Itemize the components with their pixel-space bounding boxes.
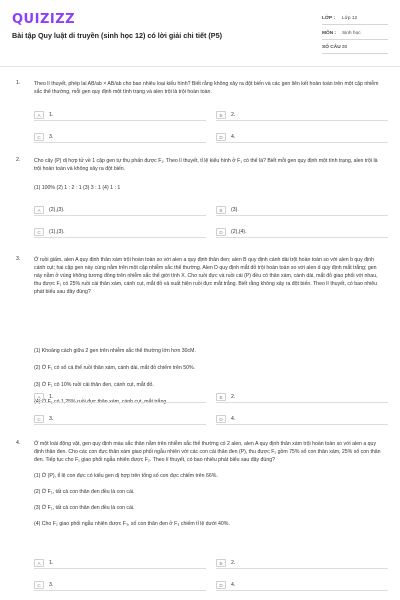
statement: (4) Cho F₂ giao phối ngẫu nhiên được F₃, số con thân đen ở F₃ chiếm tỉ lệ dưới 40%. <box>34 521 230 527</box>
question-number: 1. <box>16 80 21 86</box>
question-number: 4. <box>16 440 21 446</box>
option-key: D <box>216 415 226 423</box>
statement: (1) Khoảng cách giữa 2 gen trên nhiễm sắc thể thường lớn hơn 30cM. <box>34 348 196 354</box>
option-key: A <box>34 206 44 214</box>
question-text: Theo lí thuyết, phép lai AB/ab × AB/ab cho bao nhiêu loại kiểu hình? Biết rằng không xảy ra đột biến và các gen liên kết hoàn toàn trên một cặp nhiễm sắc thể thường, mỗi gen quy định một tính trạng và alen trội là trội hoàn toàn. <box>34 81 379 95</box>
option-key: D <box>216 581 226 589</box>
option-key: C <box>34 133 44 141</box>
option-d[interactable] <box>216 227 388 238</box>
statement: (1) Ở (P), tỉ lệ con đực có kiểu gen dị hợp trên tổng số con đực chiếm trên 66%. <box>34 473 218 479</box>
option-text: (1),(3). <box>49 229 65 235</box>
option-text: (2),(4). <box>231 229 247 235</box>
subject-divider <box>322 39 388 40</box>
option-key: B <box>216 393 226 401</box>
option-key: C <box>34 228 44 236</box>
question-text: Ở một loài động vật, gen quy định màu sắc thân nằm trên nhiễm sắc thể thường có 2 alen, alen A quy định thân xám trội hoàn toàn so với alen a quy định thân đen. Cho các con đực thân xám giao phối ngẫu nhiên với các con cái thân đen (P), thu được F₁ gồm 75% số con thân xám, 25% số con thân đen. Tiếp tục cho F₁ giao phối ngẫu nhiên được F₂. Theo lí thuyết, có bao nhiêu phát biểu sau đây đúng? <box>34 441 381 463</box>
document-title: Bài tập Quy luật di truyền (sinh học 12) có lời giải chi tiết (P5) <box>12 31 222 40</box>
option-text: 2. <box>231 560 236 566</box>
grade-label: LỚP : <box>322 16 336 21</box>
option-key: B <box>216 111 226 119</box>
option-key: A <box>34 111 44 119</box>
option-a[interactable] <box>34 392 206 403</box>
statement: (2) Ở F₁, tất cả con thân đen đều là con cái. <box>34 489 135 495</box>
option-b[interactable] <box>216 110 388 121</box>
option-a[interactable] <box>34 205 206 216</box>
option-text: (2),(3). <box>49 207 65 213</box>
option-text: 2. <box>231 394 236 400</box>
statement: (1) 100% (2) 1 : 2 : 1 (3) 3 : 1 (4) 1 : 1 <box>34 185 121 191</box>
option-key: A <box>34 559 44 567</box>
option-c[interactable] <box>34 580 206 591</box>
option-text: 2. <box>231 112 236 118</box>
count-divider <box>322 53 388 54</box>
option-text: 1. <box>49 394 54 400</box>
question-text: Ở ruồi giấm, alen A quy định thân xám trội hoàn toàn so với alen a quy định thân đen; alen B quy định cánh dài trội hoàn toàn so với alen b quy định cánh cụt; hai cặp gen này cùng nằm trên một cặp nhiễm sắc thể thường. Alen D quy định mắt đỏ trội hoàn toàn so với alen d quy định mắt trắng; gen này nằm ở vùng không tương đồng trên nhiễm sắc thể giới tính X. Cho ruồi đực và ruồi cái (P) đều có thân xám, cánh dài, mắt đỏ giao phối với nhau, thu được F₁ có 25% ruồi cái thân xám, cánh cụt, mắt đỏ và xuất hiện ruồi đực mắt trắng. Biết rằng không xảy ra đột biến. Theo lí thuyết, có bao nhiêu phát biểu sau đây đúng? <box>34 257 378 295</box>
option-text: 1. <box>49 560 54 566</box>
option-c[interactable] <box>34 132 206 143</box>
option-b[interactable] <box>216 392 388 403</box>
statement: (4) Ở F₁ có 1,25% ruồi đực thân xám, cánh cụt, mắt trắng. <box>34 399 168 405</box>
question-text: Cho cây (P) dị hợp tử về 1 cặp gen tự thụ phấn được F₁. Theo lí thuyết, tỉ lệ kiểu hình ở F₁ có thể là? Biết mỗi gen quy định một tính trạng, alen trội là trội hoàn toàn và không xảy ra đột biến. <box>34 158 378 172</box>
count-value: 30 <box>342 45 348 50</box>
option-c[interactable] <box>34 414 206 425</box>
option-key: D <box>216 228 226 236</box>
option-key: C <box>34 581 44 589</box>
option-key: B <box>216 559 226 567</box>
option-text: 3. <box>49 416 54 422</box>
count-label: SỐ CÂU : <box>322 45 344 50</box>
option-a[interactable] <box>34 110 206 121</box>
page-header <box>0 0 400 64</box>
question-number: 2. <box>16 157 21 163</box>
option-a[interactable] <box>34 558 206 569</box>
option-text: 3. <box>49 582 54 588</box>
option-d[interactable] <box>216 132 388 143</box>
statement: (3) Ở F₁ có 10% ruồi cái thân đen, cánh cụt, mắt đỏ. <box>34 382 154 388</box>
option-c[interactable] <box>34 227 206 238</box>
option-text: 4. <box>231 582 236 588</box>
quizizz-logo: QUIZIZZ <box>12 12 76 27</box>
question-number: 3. <box>16 256 21 262</box>
option-text: 3. <box>49 134 54 140</box>
header-divider <box>0 66 400 67</box>
subject-value: Sinh học <box>342 31 361 36</box>
option-d[interactable] <box>216 580 388 591</box>
statement: (3) Ở F₁, tất cả con thân đen đều là con cái. <box>34 505 135 511</box>
option-text: 4. <box>231 416 236 422</box>
option-key: B <box>216 206 226 214</box>
option-key: A <box>34 393 44 401</box>
statement: (2) Ở F₁ có số cá thể ruồi thân xám, cánh dài, mắt đỏ chiếm trên 50%. <box>34 365 196 371</box>
grade-value: Lớp 12 <box>342 16 358 21</box>
option-text: 4. <box>231 134 236 140</box>
option-key: D <box>216 133 226 141</box>
grade-divider <box>322 24 388 25</box>
option-b[interactable] <box>216 558 388 569</box>
option-text: 1. <box>49 112 54 118</box>
subject-label: MÔN : <box>322 31 337 36</box>
option-b[interactable] <box>216 205 388 216</box>
option-d[interactable] <box>216 414 388 425</box>
option-key: C <box>34 415 44 423</box>
option-text: (3). <box>231 207 239 213</box>
